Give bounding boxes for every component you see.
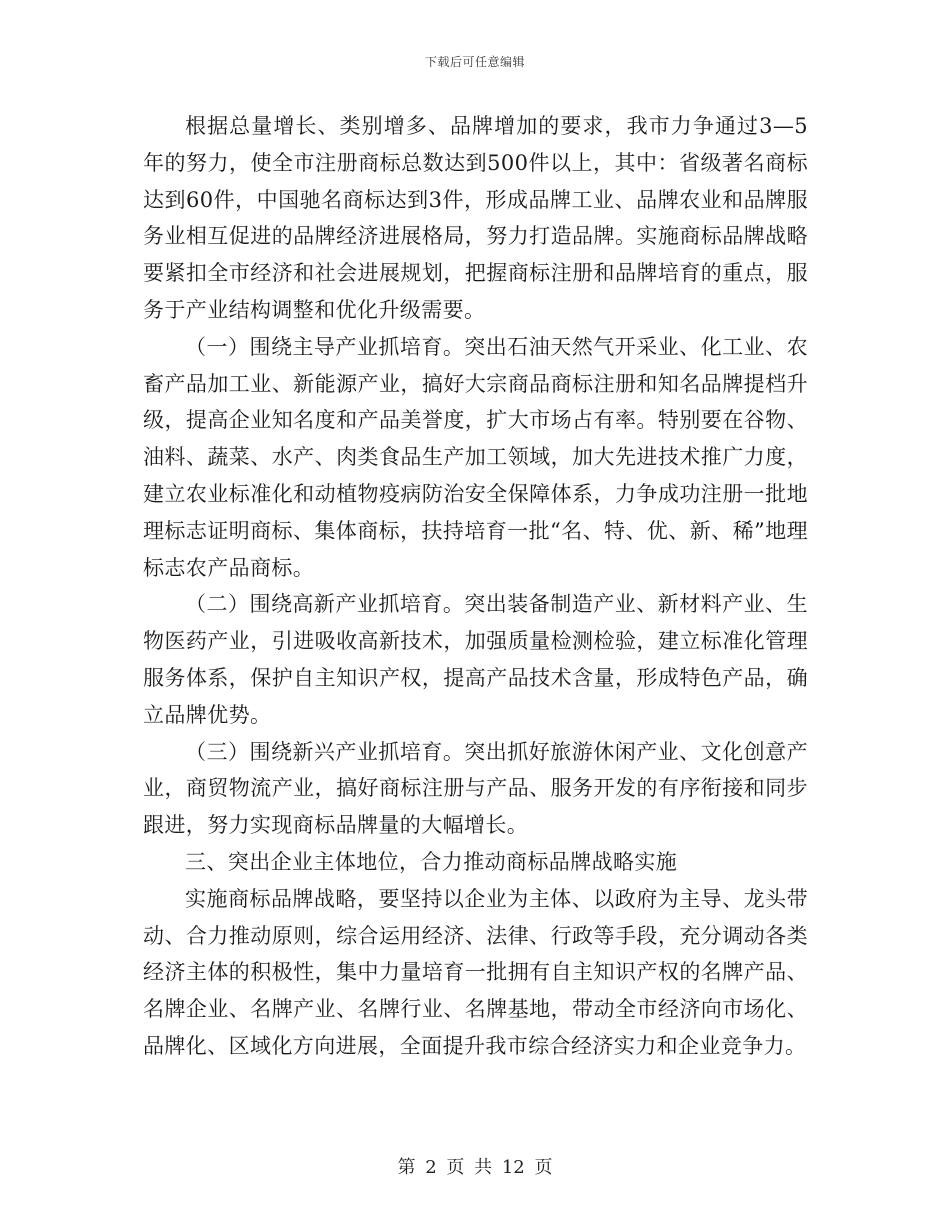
- page-header-note: 下载后可任意编辑: [424, 55, 525, 69]
- page-number: 第 2 页 共 12 页: [397, 1157, 553, 1178]
- section-heading: 三、突出企业主体地位，合力推动商标品牌战略实施: [185, 849, 678, 874]
- paragraph: 根据总量增长、类别增多、品牌增加的要求，我市力争通过3—5年的努力，使全市注册商标总数达到500件以上，其中：省级著名商标达到60件，中国驰名商标达到3件，形成品牌工业、品牌农业和品牌服务业相互促进的品牌经济进展格局，努力打造品牌。实施商标品牌战略要紧扣全市经济和社会进展规划，把握商标注册和品牌培育的重点，服务于产业结构调整和优化升级需要。: [143, 114, 808, 322]
- document-body: [143, 108, 808, 1065]
- paragraph: 实施商标品牌战略，要坚持以企业为主体、以政府为主导、龙头带动、合力推动原则，综合运用经济、法律、行政等手段，充分调动各类经济主体的积极性，集中力量培育一批拥有自主知识产权的名牌产品、名牌企业、名牌产业、名牌行业、名牌基地，带动全市经济向市场化、品牌化、区域化方向进展，全面提升我市综合经济实力和企业竞争力。: [143, 886, 808, 1058]
- paragraph: （三）围绕新兴产业抓培育。突出抓好旅游休闲产业、文化创意产业，商贸物流产业，搞好商标注册与产品、服务开发的有序衔接和同步跟进，努力实现商标品牌量的大幅增长。: [143, 739, 808, 838]
- paragraph: （一）围绕主导产业抓培育。突出石油天然气开采业、化工业、农畜产品加工业、新能源产业，搞好大宗商品商标注册和知名品牌提档升级，提高企业知名度和产品美誉度，扩大市场占有率。特别要在谷物、油料、蔬菜、水产、肉类食品生产加工领域，加大先进技术推广力度，建立农业标准化和动植物疫病防治安全保障体系，力争成功注册一批地理标志证明商标、集体商标，扶持培育一批“名、特、优、新、稀”地理标志农产品商标。: [143, 334, 808, 580]
- paragraph: （二）围绕高新产业抓培育。突出装备制造产业、新材料产业、生物医药产业，引进吸收高新技术，加强质量检测检验，建立标准化管理服务体系，保护自主知识产权，提高产品技术含量，形成特色产品，确立品牌优势。: [143, 592, 808, 727]
